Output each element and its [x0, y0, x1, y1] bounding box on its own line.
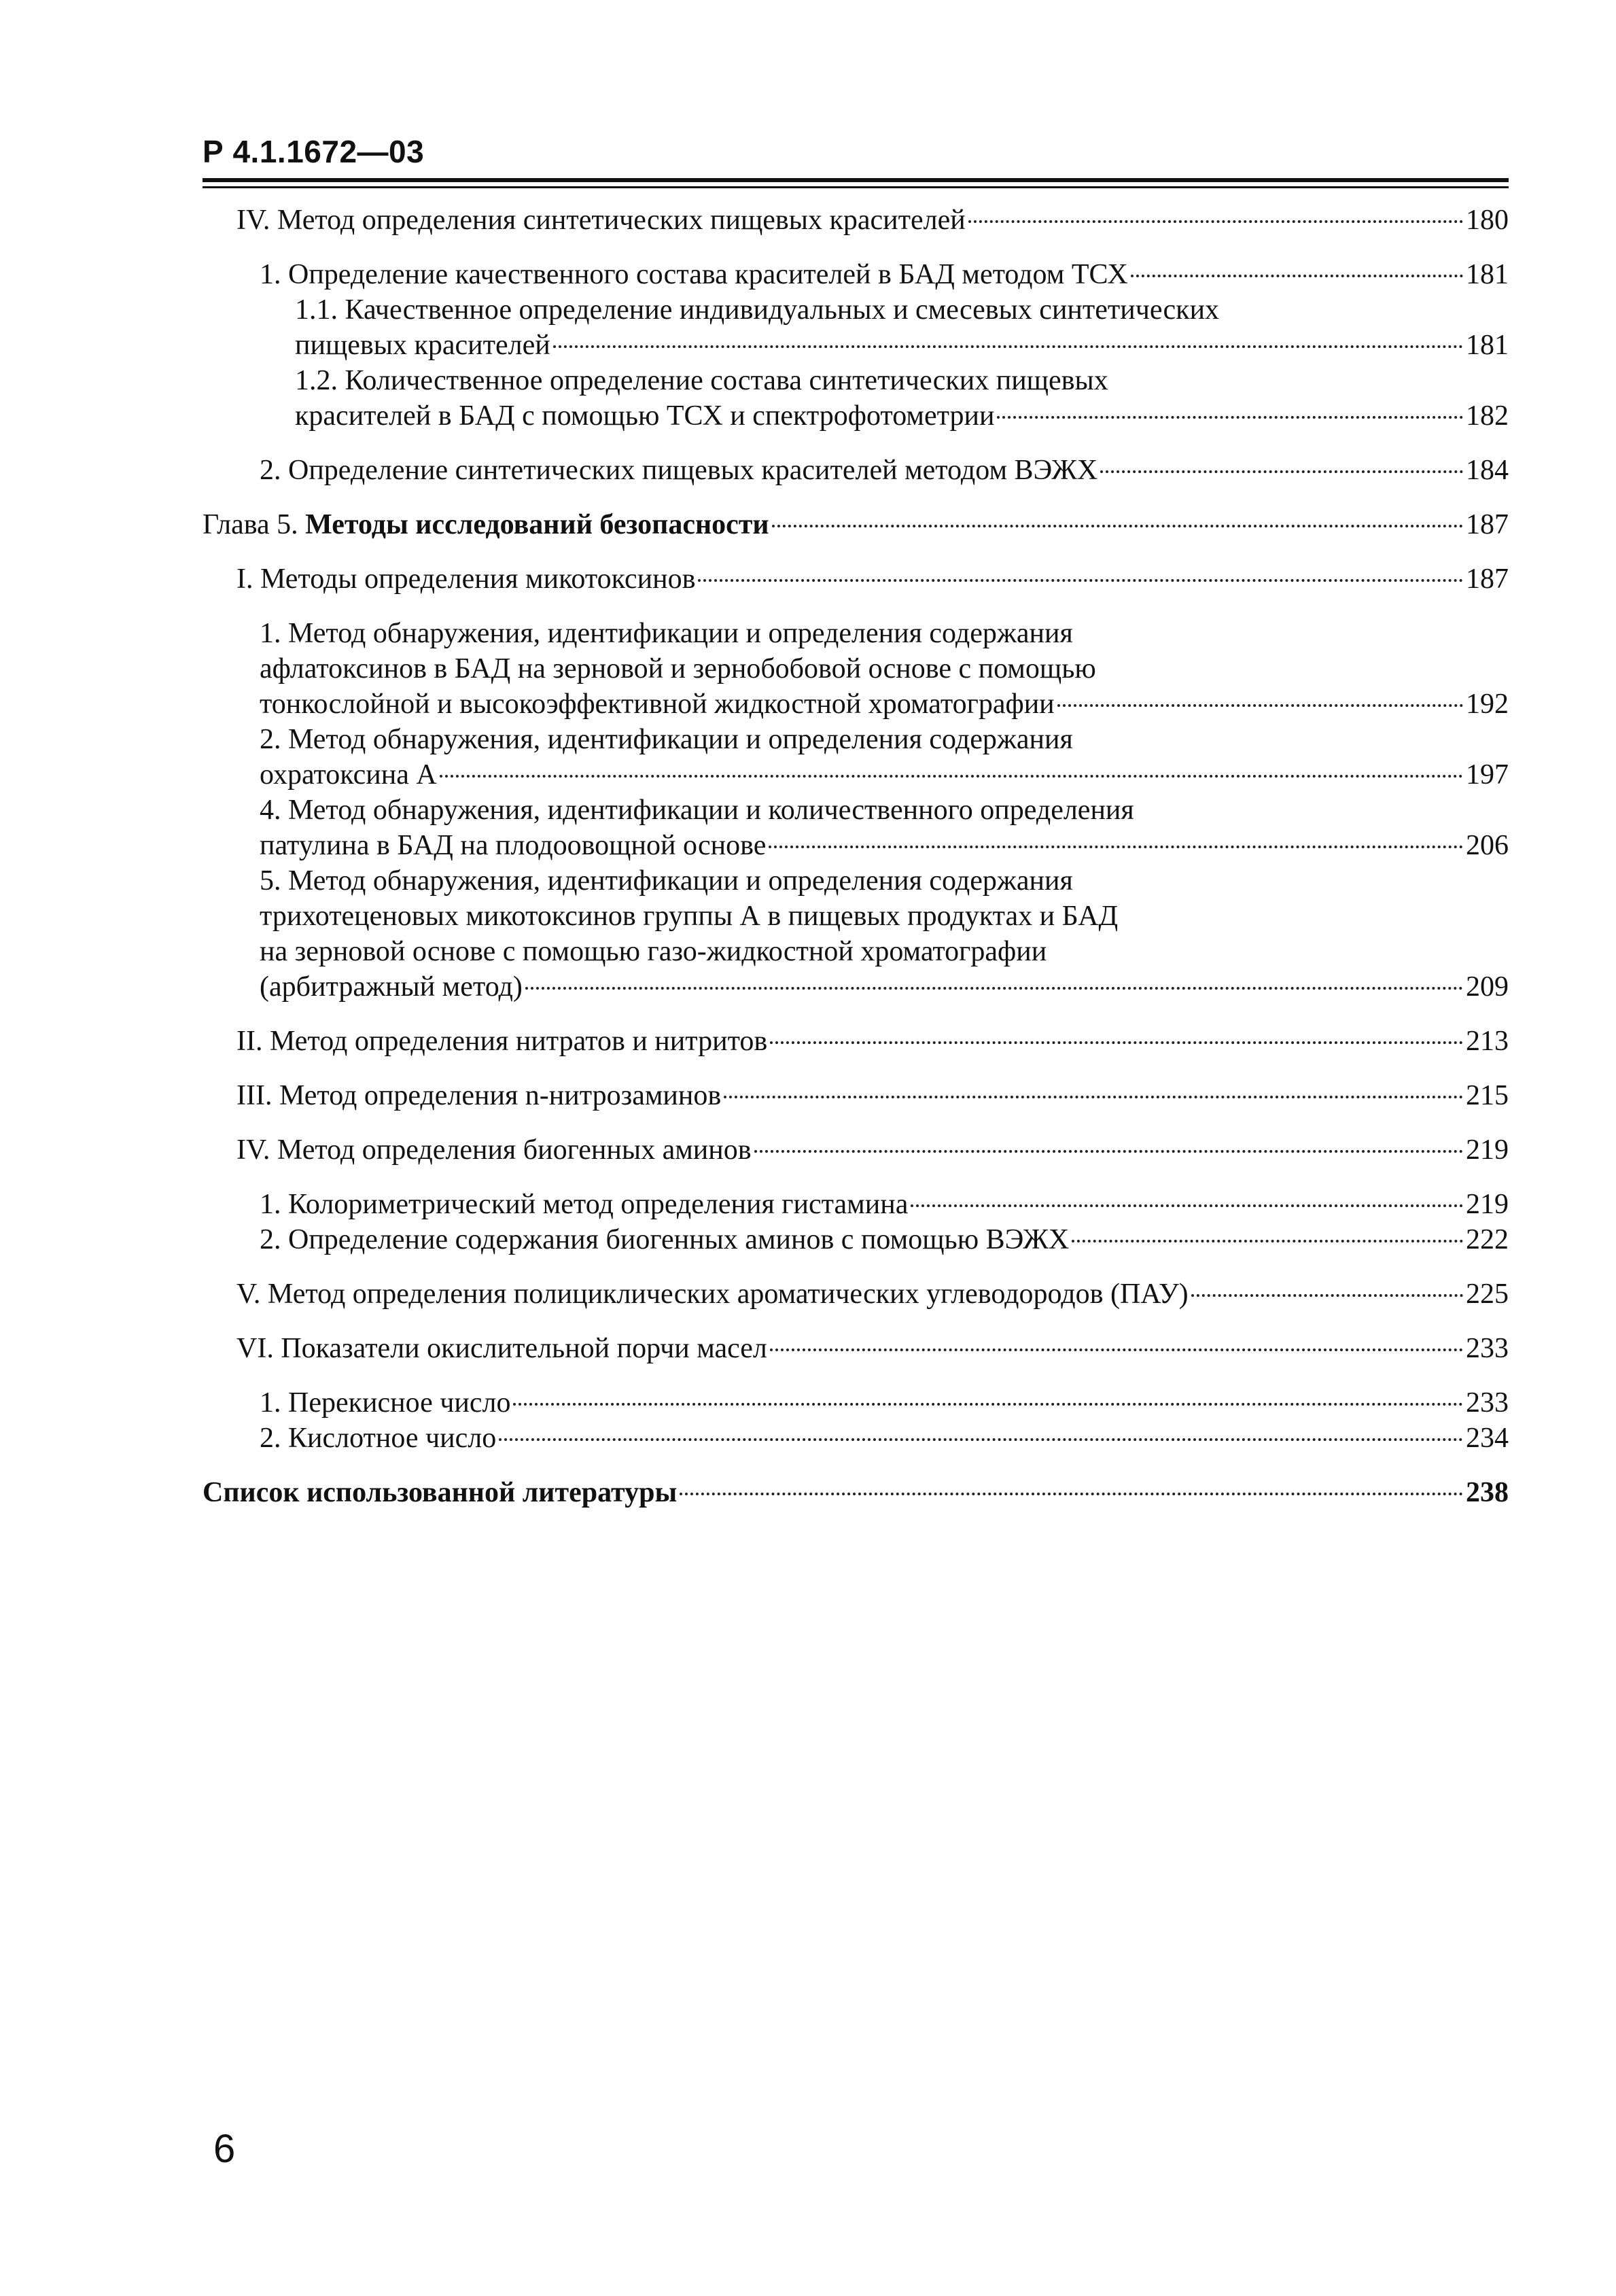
- dot-leader: [513, 1403, 1463, 1406]
- toc-entry-line: 4. Метод обнаружения, идентификации и количественного определения: [260, 795, 1134, 826]
- toc-entry-iii-nitroso: [203, 1078, 1509, 1113]
- toc-entry-line: афлатоксинов в БАД на зерновой и зернобобовой основе с помощью: [260, 653, 1096, 684]
- toc-page-number: 238: [1466, 1477, 1509, 1508]
- toc-entry-row: [203, 507, 1509, 542]
- chapter-label: Глава 5.: [203, 509, 306, 540]
- toc-page-number: 209: [1466, 971, 1509, 1003]
- toc-entry-title: 2. Кислотное число: [260, 1423, 497, 1454]
- dot-leader: [440, 775, 1463, 778]
- dot-leader: [754, 1150, 1463, 1153]
- toc-entry-title: патулина в БАД на плодоовощной основе: [260, 830, 767, 861]
- toc-entry-dyes-1-1: [203, 292, 1509, 363]
- toc-page-number: 234: [1466, 1423, 1509, 1454]
- toc-entry-line: трихотеценовых микотоксинов группы А в пищевых продуктах и БАД: [260, 901, 1119, 932]
- toc-entry-line: 5. Метод обнаружения, идентификации и определения содержания: [260, 865, 1073, 897]
- toc-entry-references: [203, 1475, 1509, 1510]
- toc-entry-vi-oxid: [203, 1331, 1509, 1366]
- toc-entry-row: [260, 1421, 1509, 1456]
- toc-entry-title: III. Метод определения n-нитрозаминов: [236, 1080, 722, 1111]
- toc-page-number: 233: [1466, 1333, 1509, 1364]
- toc-page-number: 213: [1466, 1026, 1509, 1057]
- toc-entry-title: Список использованной литературы: [203, 1477, 678, 1508]
- dot-leader: [1131, 275, 1463, 277]
- toc-entry-amines-2: [203, 1222, 1509, 1257]
- toc-entry-title: 1. Определение качественного состава красителей в БАД методом ТСХ: [260, 259, 1128, 290]
- toc-entry-title: 2. Определение содержания биогенных аминов с помощью ВЭЖХ: [260, 1224, 1070, 1255]
- toc-entry-myco-5: [203, 863, 1509, 1005]
- dot-leader: [770, 1041, 1463, 1044]
- toc-entry-title: (арбитражный метод): [260, 971, 523, 1003]
- toc-entry-myco-1: [203, 616, 1509, 722]
- toc-page-number: 215: [1466, 1080, 1509, 1111]
- toc-entry-chapter-5: [203, 507, 1509, 542]
- toc-entry-title: охратоксина А: [260, 759, 437, 790]
- toc-entry-title: V. Метод определения полициклических ароматических углеводородов (ПАУ): [236, 1279, 1189, 1310]
- dot-leader: [968, 220, 1463, 223]
- toc-entry-row: [203, 1475, 1509, 1510]
- toc-page-number: 233: [1466, 1387, 1509, 1419]
- dot-leader: [553, 345, 1463, 348]
- toc-entry-dyes-1-2: [203, 363, 1509, 434]
- toc-page-number: 181: [1466, 330, 1509, 361]
- toc-entry-myco-4: [203, 793, 1509, 863]
- dot-leader: [772, 525, 1463, 527]
- toc-entry-iv-dyes: [203, 203, 1509, 238]
- dot-leader: [499, 1438, 1463, 1441]
- header-rule-thin: [203, 186, 1509, 188]
- toc-entry-myco-2: [203, 722, 1509, 793]
- toc-entry-row: [260, 686, 1509, 722]
- toc-entry-row: [295, 398, 1509, 434]
- toc-entry-title: Методы исследований безопасности: [305, 509, 769, 540]
- toc-entry-row: [260, 828, 1509, 863]
- toc-entry-row: [260, 453, 1509, 488]
- toc-entry-ii-nitr: [203, 1024, 1509, 1059]
- toc-entry-oxid-2: [203, 1421, 1509, 1456]
- toc-entry-row: [236, 1276, 1509, 1312]
- toc-entry-line: 1.2. Количественное определение состава синтетических пищевых: [295, 365, 1108, 396]
- toc-entry-title: 1. Колориметрический метод определения гистамина: [260, 1189, 909, 1220]
- page-number: 6: [213, 2127, 236, 2171]
- toc-entry-title: II. Метод определения нитратов и нитритов: [236, 1026, 768, 1057]
- toc-page-number: 225: [1466, 1279, 1509, 1310]
- dot-leader: [770, 1349, 1463, 1351]
- toc-entry-title: тонкослойной и высокоэффективной жидкостной хроматографии: [260, 689, 1055, 720]
- dot-leader: [769, 846, 1463, 848]
- toc-page-number: 192: [1466, 689, 1509, 720]
- document-code-header: Р 4.1.1672—03: [203, 134, 425, 169]
- toc-entry-row: [260, 969, 1509, 1005]
- toc-entry-title: IV. Метод определения синтетических пищевых красителей: [236, 205, 966, 236]
- toc-entry-row: [236, 1078, 1509, 1113]
- dot-leader: [1191, 1294, 1463, 1297]
- dot-leader: [1057, 704, 1463, 707]
- toc-entry-title: 1. Перекисное число: [260, 1387, 511, 1419]
- toc-page-number: 222: [1466, 1224, 1509, 1255]
- dot-leader: [911, 1204, 1463, 1207]
- dot-leader: [724, 1096, 1463, 1098]
- toc-entry-row: [236, 1024, 1509, 1059]
- toc-entry-dyes-1: [203, 257, 1509, 292]
- dot-leader: [525, 987, 1463, 990]
- toc-entry-row: [260, 1385, 1509, 1421]
- toc-page-number: 180: [1466, 205, 1509, 236]
- toc-entry-i-myco: [203, 561, 1509, 597]
- dot-leader: [698, 579, 1463, 582]
- toc-entry-row: [295, 328, 1509, 363]
- toc-page-number: 219: [1466, 1134, 1509, 1166]
- toc-entry-oxid-1: [203, 1385, 1509, 1421]
- toc-entry-line: 1. Метод обнаружения, идентификации и определения содержания: [260, 618, 1073, 649]
- toc-entry-row: [236, 203, 1509, 238]
- toc-entry-line: 2. Метод обнаружения, идентификации и определения содержания: [260, 724, 1073, 755]
- toc-page-number: 182: [1466, 400, 1509, 432]
- toc-entry-row: [260, 257, 1509, 292]
- toc-entry-title: VI. Показатели окислительной порчи масел: [236, 1333, 767, 1364]
- dot-leader: [1072, 1240, 1463, 1242]
- toc-entry-title: I. Методы определения микотоксинов: [236, 563, 696, 595]
- toc-entry-v-pah: [203, 1276, 1509, 1312]
- toc-entry-row: [260, 1222, 1509, 1257]
- toc-entry-row: [236, 1132, 1509, 1168]
- toc-entry-amines-1: [203, 1187, 1509, 1222]
- toc-entry-row: [260, 757, 1509, 793]
- toc-entry-row: [236, 561, 1509, 597]
- toc-page-number: 181: [1466, 259, 1509, 290]
- toc-entry-title: IV. Метод определения биогенных аминов: [236, 1134, 752, 1166]
- toc-entry-title: красителей в БАД с помощью ТСХ и спектрофотометрии: [295, 400, 995, 432]
- toc-page-number: 197: [1466, 759, 1509, 790]
- toc-entry-dyes-2: [203, 453, 1509, 488]
- header-rule-thick: [203, 178, 1509, 182]
- toc-page-number: 187: [1466, 509, 1509, 540]
- toc-page-number: 187: [1466, 563, 1509, 595]
- toc-page-number: 206: [1466, 830, 1509, 861]
- table-of-contents: [203, 203, 1509, 1510]
- toc-entry-title: 2. Определение синтетических пищевых красителей методом ВЭЖХ: [260, 455, 1098, 486]
- dot-leader: [997, 416, 1463, 419]
- toc-entry-line: 1.1. Качественное определение индивидуальных и смесевых синтетических: [295, 294, 1220, 326]
- toc-entry-row: [236, 1331, 1509, 1366]
- dot-leader: [680, 1493, 1463, 1495]
- dot-leader: [1100, 470, 1463, 473]
- toc-entry-row: [260, 1187, 1509, 1222]
- toc-page-number: 219: [1466, 1189, 1509, 1220]
- toc-page-number: 184: [1466, 455, 1509, 486]
- toc-entry-iv-amines: [203, 1132, 1509, 1168]
- toc-entry-line: на зерновой основе с помощью газо-жидкостной хроматографии: [260, 936, 1047, 967]
- toc-entry-title: пищевых красителей: [295, 330, 550, 361]
